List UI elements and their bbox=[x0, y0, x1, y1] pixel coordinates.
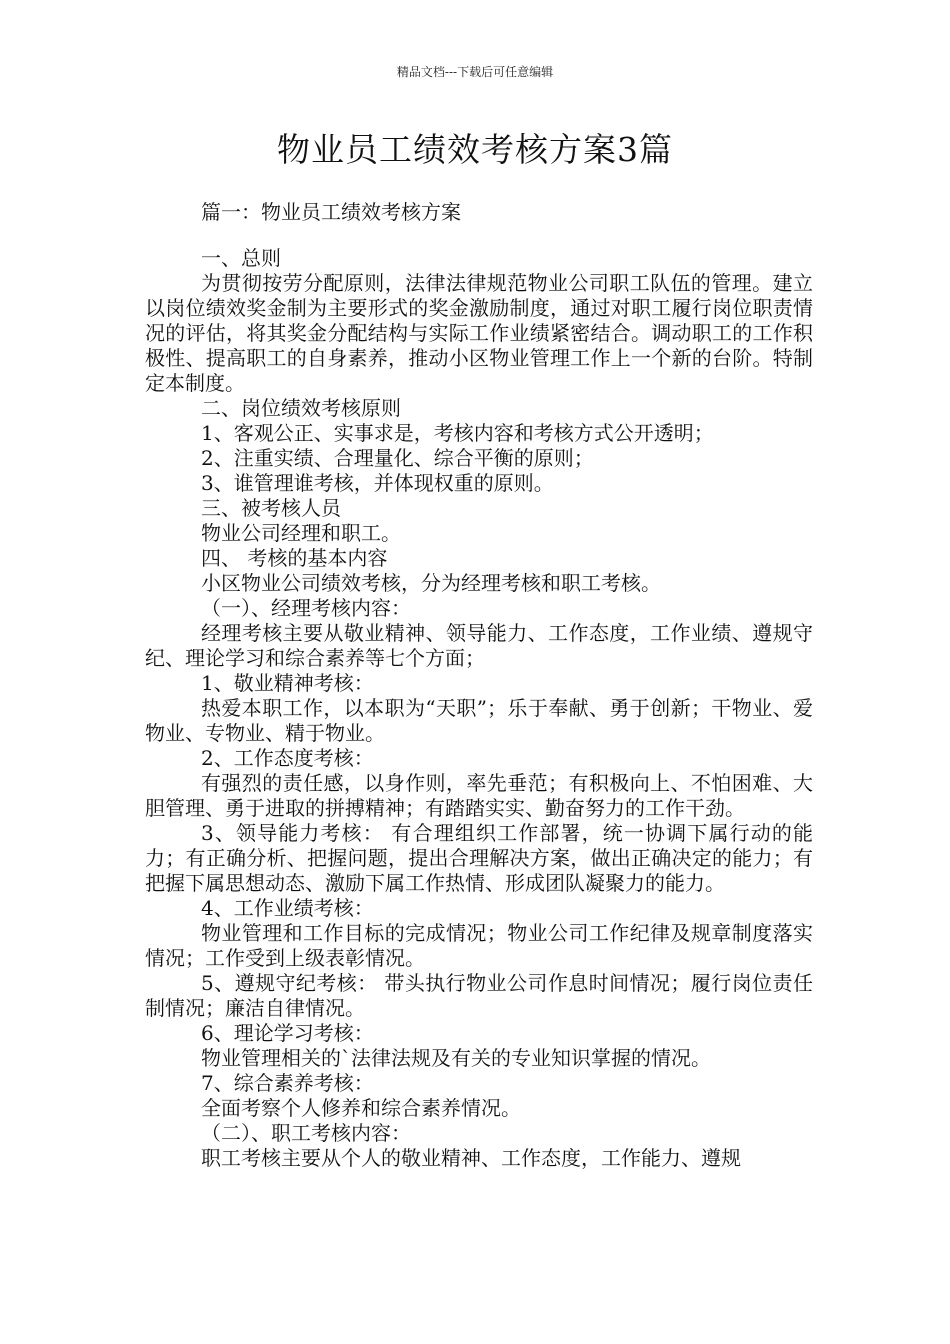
paragraph: 有强烈的责任感，以身作则，率先垂范；有积极向上、不怕困难、大胆管理、勇于进取的拼搏精神；有踏踏实实、勤奋努力的工作干劲。 bbox=[145, 771, 813, 820]
paragraph: 物业管理相关的`法律法规及有关的专业知识掌握的情况。 bbox=[201, 1046, 711, 1070]
paragraph: 3、领导能力考核： 有合理组织工作部署，统一协调下属行动的能力；有正确分析、把握问题，提出合理解决方案，做出正确决定的能力；有把握下属思想动态、激励下属工作热情、形成团队凝聚力的能力。 bbox=[145, 821, 813, 895]
paragraph: 物业管理和工作目标的完成情况；物业公司工作纪律及规章制度落实情况；工作受到上级表彰情况。 bbox=[145, 921, 813, 970]
section-heading: 四、 考核的基本内容 bbox=[201, 546, 388, 570]
list-item: 3、谁管理谁考核，并体现权重的原则。 bbox=[201, 471, 554, 495]
document-body bbox=[145, 246, 813, 1171]
item-heading: 1、敬业精神考核： bbox=[201, 671, 374, 695]
list-item: 2、注重实绩、合理量化、综合平衡的原则； bbox=[201, 446, 594, 470]
paragraph: 5、遵规守纪考核： 带头执行物业公司作息时间情况；履行岗位责任制情况；廉洁自律情况。 bbox=[145, 971, 813, 1020]
paragraph: 物业公司经理和职工。 bbox=[201, 521, 401, 545]
list-item: 1、客观公正、实事求是，考核内容和考核方式公开透明； bbox=[201, 421, 714, 445]
paragraph: 职工考核主要从个人的敬业精神、工作态度，工作能力、遵规 bbox=[201, 1146, 741, 1170]
section-heading: 二、岗位绩效考核原则 bbox=[201, 396, 401, 420]
document-title: 物业员工绩效考核方案3篇 bbox=[277, 130, 673, 169]
document-subtitle: 篇一：物业员工绩效考核方案 bbox=[201, 200, 461, 224]
item-heading: 2、工作态度考核： bbox=[201, 746, 374, 770]
section-heading: 三、被考核人员 bbox=[201, 496, 341, 520]
paragraph: 全面考察个人修养和综合素养情况。 bbox=[201, 1096, 521, 1120]
page-header: 精品文档---下载后可任意编辑 bbox=[396, 65, 554, 79]
paragraph: 小区物业公司绩效考核，分为经理考核和职工考核。 bbox=[201, 571, 661, 595]
subsection-heading: （一）、经理考核内容： bbox=[201, 596, 411, 620]
item-heading: 4、工作业绩考核： bbox=[201, 896, 374, 920]
subsection-heading: （二）、职工考核内容： bbox=[201, 1121, 411, 1145]
item-heading: 6、理论学习考核： bbox=[201, 1021, 374, 1045]
paragraph: 为贯彻按劳分配原则，法律法律规范物业公司职工队伍的管理。建立以岗位绩效奖金制为主要形式的奖金激励制度，通过对职工履行岗位职责情况的评估，将其奖金分配结构与实际工作业绩紧密结合。调动职工的工作积极性、提高职工的自身素养，推动小区物业管理工作上一个新的台阶。特制定本制度。 bbox=[145, 271, 813, 395]
section-heading: 一、总则 bbox=[201, 246, 281, 270]
paragraph: 经理考核主要从敬业精神、领导能力、工作态度，工作业绩、遵规守纪、理论学习和综合素养等七个方面； bbox=[145, 621, 813, 670]
item-heading: 7、综合素养考核： bbox=[201, 1071, 374, 1095]
paragraph: 热爱本职工作，以本职为“天职”；乐于奉献、勇于创新；干物业、爱物业、专物业、精于物业。 bbox=[145, 696, 813, 745]
